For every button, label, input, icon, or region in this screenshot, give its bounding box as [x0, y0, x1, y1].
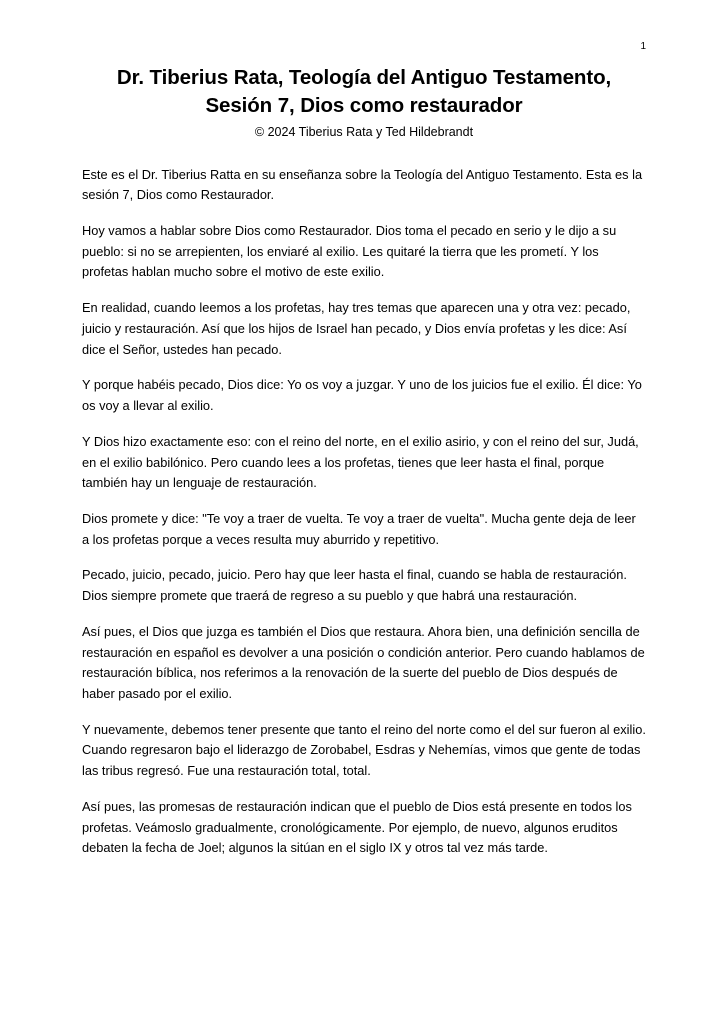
- page-number: 1: [640, 41, 646, 52]
- paragraph: Pecado, juicio, pecado, juicio. Pero hay que leer hasta el final, cuando se habla de restauración. Dios siempre promete que traerá de regreso a su pueblo y que habrá una restauración.: [82, 567, 627, 604]
- paragraph: Así pues, las promesas de restauración indican que el pueblo de Dios está presente en todos los profetas. Veámoslo gradualmente, cronológicamente. Por ejemplo, de nuevo, algunos eruditos debaten la fecha de Joel; algunos la sitúan en el siglo IX y otros tal vez más tarde.: [82, 798, 632, 856]
- document-body: [82, 165, 646, 859]
- title-line-1: Dr. Tiberius Rata, Teología del Antiguo Testamento,: [116, 66, 612, 89]
- paragraph: Y porque habéis pecado, Dios dice: Yo os voy a juzgar. Y uno de los juicios fue el exilio. Él dice: Yo os voy a llevar al exilio.: [82, 377, 642, 414]
- paragraph: Y Dios hizo exactamente eso: con el reino del norte, en el exilio asirio, y con el reino del sur, Judá, en el exilio babilónico. Pero cuando lees a los profetas, tienes que leer hasta el final, porque también hay un lenguaje de restauración.: [82, 433, 639, 491]
- paragraph: Y nuevamente, debemos tener presente que tanto el reino del norte como el del sur fueron al exilio. Cuando regresaron bajo el liderazgo de Zorobabel, Esdras y Nehemías, vimos que gente de todas las tribus regresó. Fue una restauración total, total.: [82, 721, 646, 779]
- copyright-notice: © 2024 Tiberius Rata y Ted Hildebrandt: [254, 125, 474, 140]
- page-title: [82, 64, 646, 119]
- title-line-2: Sesión 7, Dios como restaurador: [205, 93, 523, 117]
- paragraph: En realidad, cuando leemos a los profetas, hay tres temas que aparecen una y otra vez: pecado, juicio y restauración. Así que los hijos de Israel han pecado, y Dios envía profetas y les dice: Así dice el Señor, ustedes han pecado.: [82, 300, 631, 357]
- paragraph: Hoy vamos a hablar sobre Dios como Restaurador. Dios toma el pecado en serio y le dijo a su pueblo: si no se arrepienten, los enviaré al exilio. Les quitaré la tierra que les prometí. Y los profetas hablan mucho sobre el motivo de este exilio.: [82, 223, 617, 280]
- paragraph: Dios promete y dice: "Te voy a traer de vuelta. Te voy a traer de vuelta". Mucha gente deja de leer a los profetas porque a veces resulta muy aburrido y repetitivo.: [82, 510, 636, 547]
- paragraph: Este es el Dr. Tiberius Ratta en su enseñanza sobre la Teología del Antiguo Testamento. Esta es la sesión 7, Dios como Restaurador.: [82, 166, 643, 203]
- paragraph: Así pues, el Dios que juzga es también el Dios que restaura. Ahora bien, una definición sencilla de restauración en español es devolver a una posición o condición anterior. Pero cuando hablamos de restauración bíblica, nos referimos a la renovación de la suerte del pueblo de Dios después de haber pasado por el exilio.: [82, 623, 645, 701]
